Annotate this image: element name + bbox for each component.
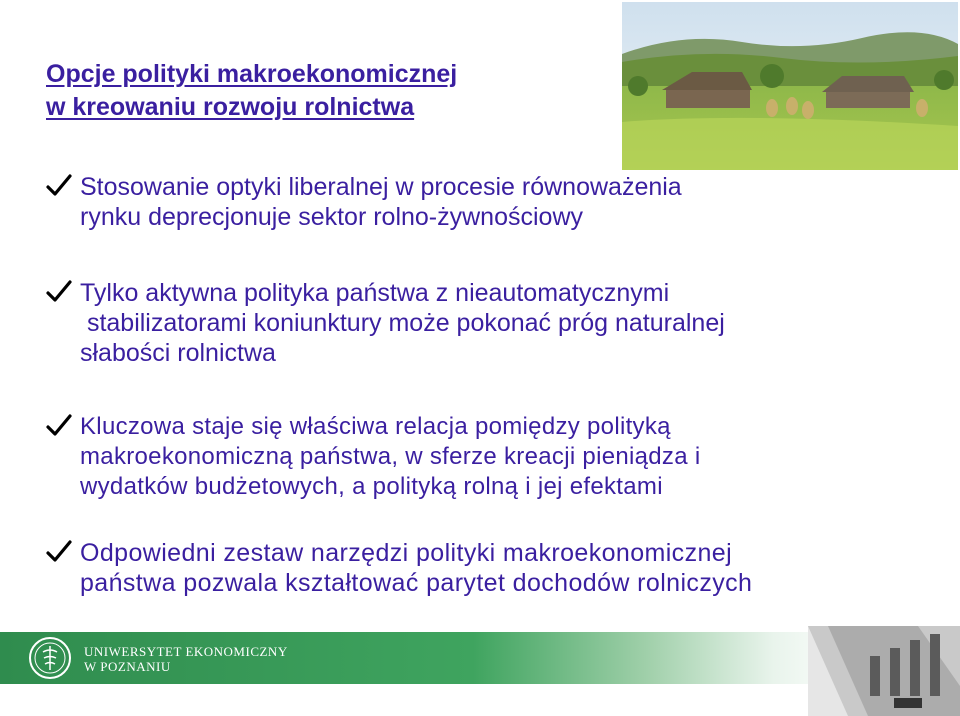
bullet-1-line-2: rynku deprecjonuje sektor rolno-żywnościowy [80,203,584,231]
footer [0,626,960,716]
bullet-2-line-3: słabości rolnictwa [80,339,276,367]
bullet-3-line-3: wydatków budżetowych, a polityką rolną i jej efektami [80,473,663,500]
bullet-3-line-1: Kluczowa staje się właściwa relacja pomiędzy polityką [80,413,671,440]
checkmark-icon [46,414,72,438]
rural-landscape-photo [622,2,958,170]
checkmark-icon [46,280,72,304]
checkmark-icon [46,174,72,198]
bullet-4 [46,538,900,598]
title-line-1: Opcje polityki makroekonomicznej [46,60,458,88]
bullet-1-line-1: Stosowanie optyki liberalnej w procesie równoważenia [80,173,682,201]
university-line-2: W POZNANIU [84,659,171,674]
checkmark-icon [46,540,72,564]
page-title [46,58,457,124]
bullet-2-line-2: stabilizatorami koniunktury może pokonać próg naturalnej [80,309,725,337]
title-line-2: w kreowaniu rozwoju rolnictwa [46,93,415,121]
building-photo [808,626,960,716]
university-emblem-icon [28,636,72,680]
bullet-1 [46,172,900,232]
bullet-3-line-2: makroekonomiczną państwa, w sferze kreacji pieniądza i [80,443,701,470]
bullet-3 [46,412,900,502]
bullet-4-line-1: Odpowiedni zestaw narzędzi polityki makroekonomicznej [80,539,733,567]
bullet-4-line-2: państwa pozwala kształtować parytet dochodów rolniczych [80,569,753,597]
university-line-1: UNIWERSYTET EKONOMICZNY [84,644,288,659]
bullet-2-line-1: Tylko aktywna polityka państwa z nieautomatycznymi [80,279,670,307]
university-name [84,644,288,674]
bullet-2 [46,278,900,368]
